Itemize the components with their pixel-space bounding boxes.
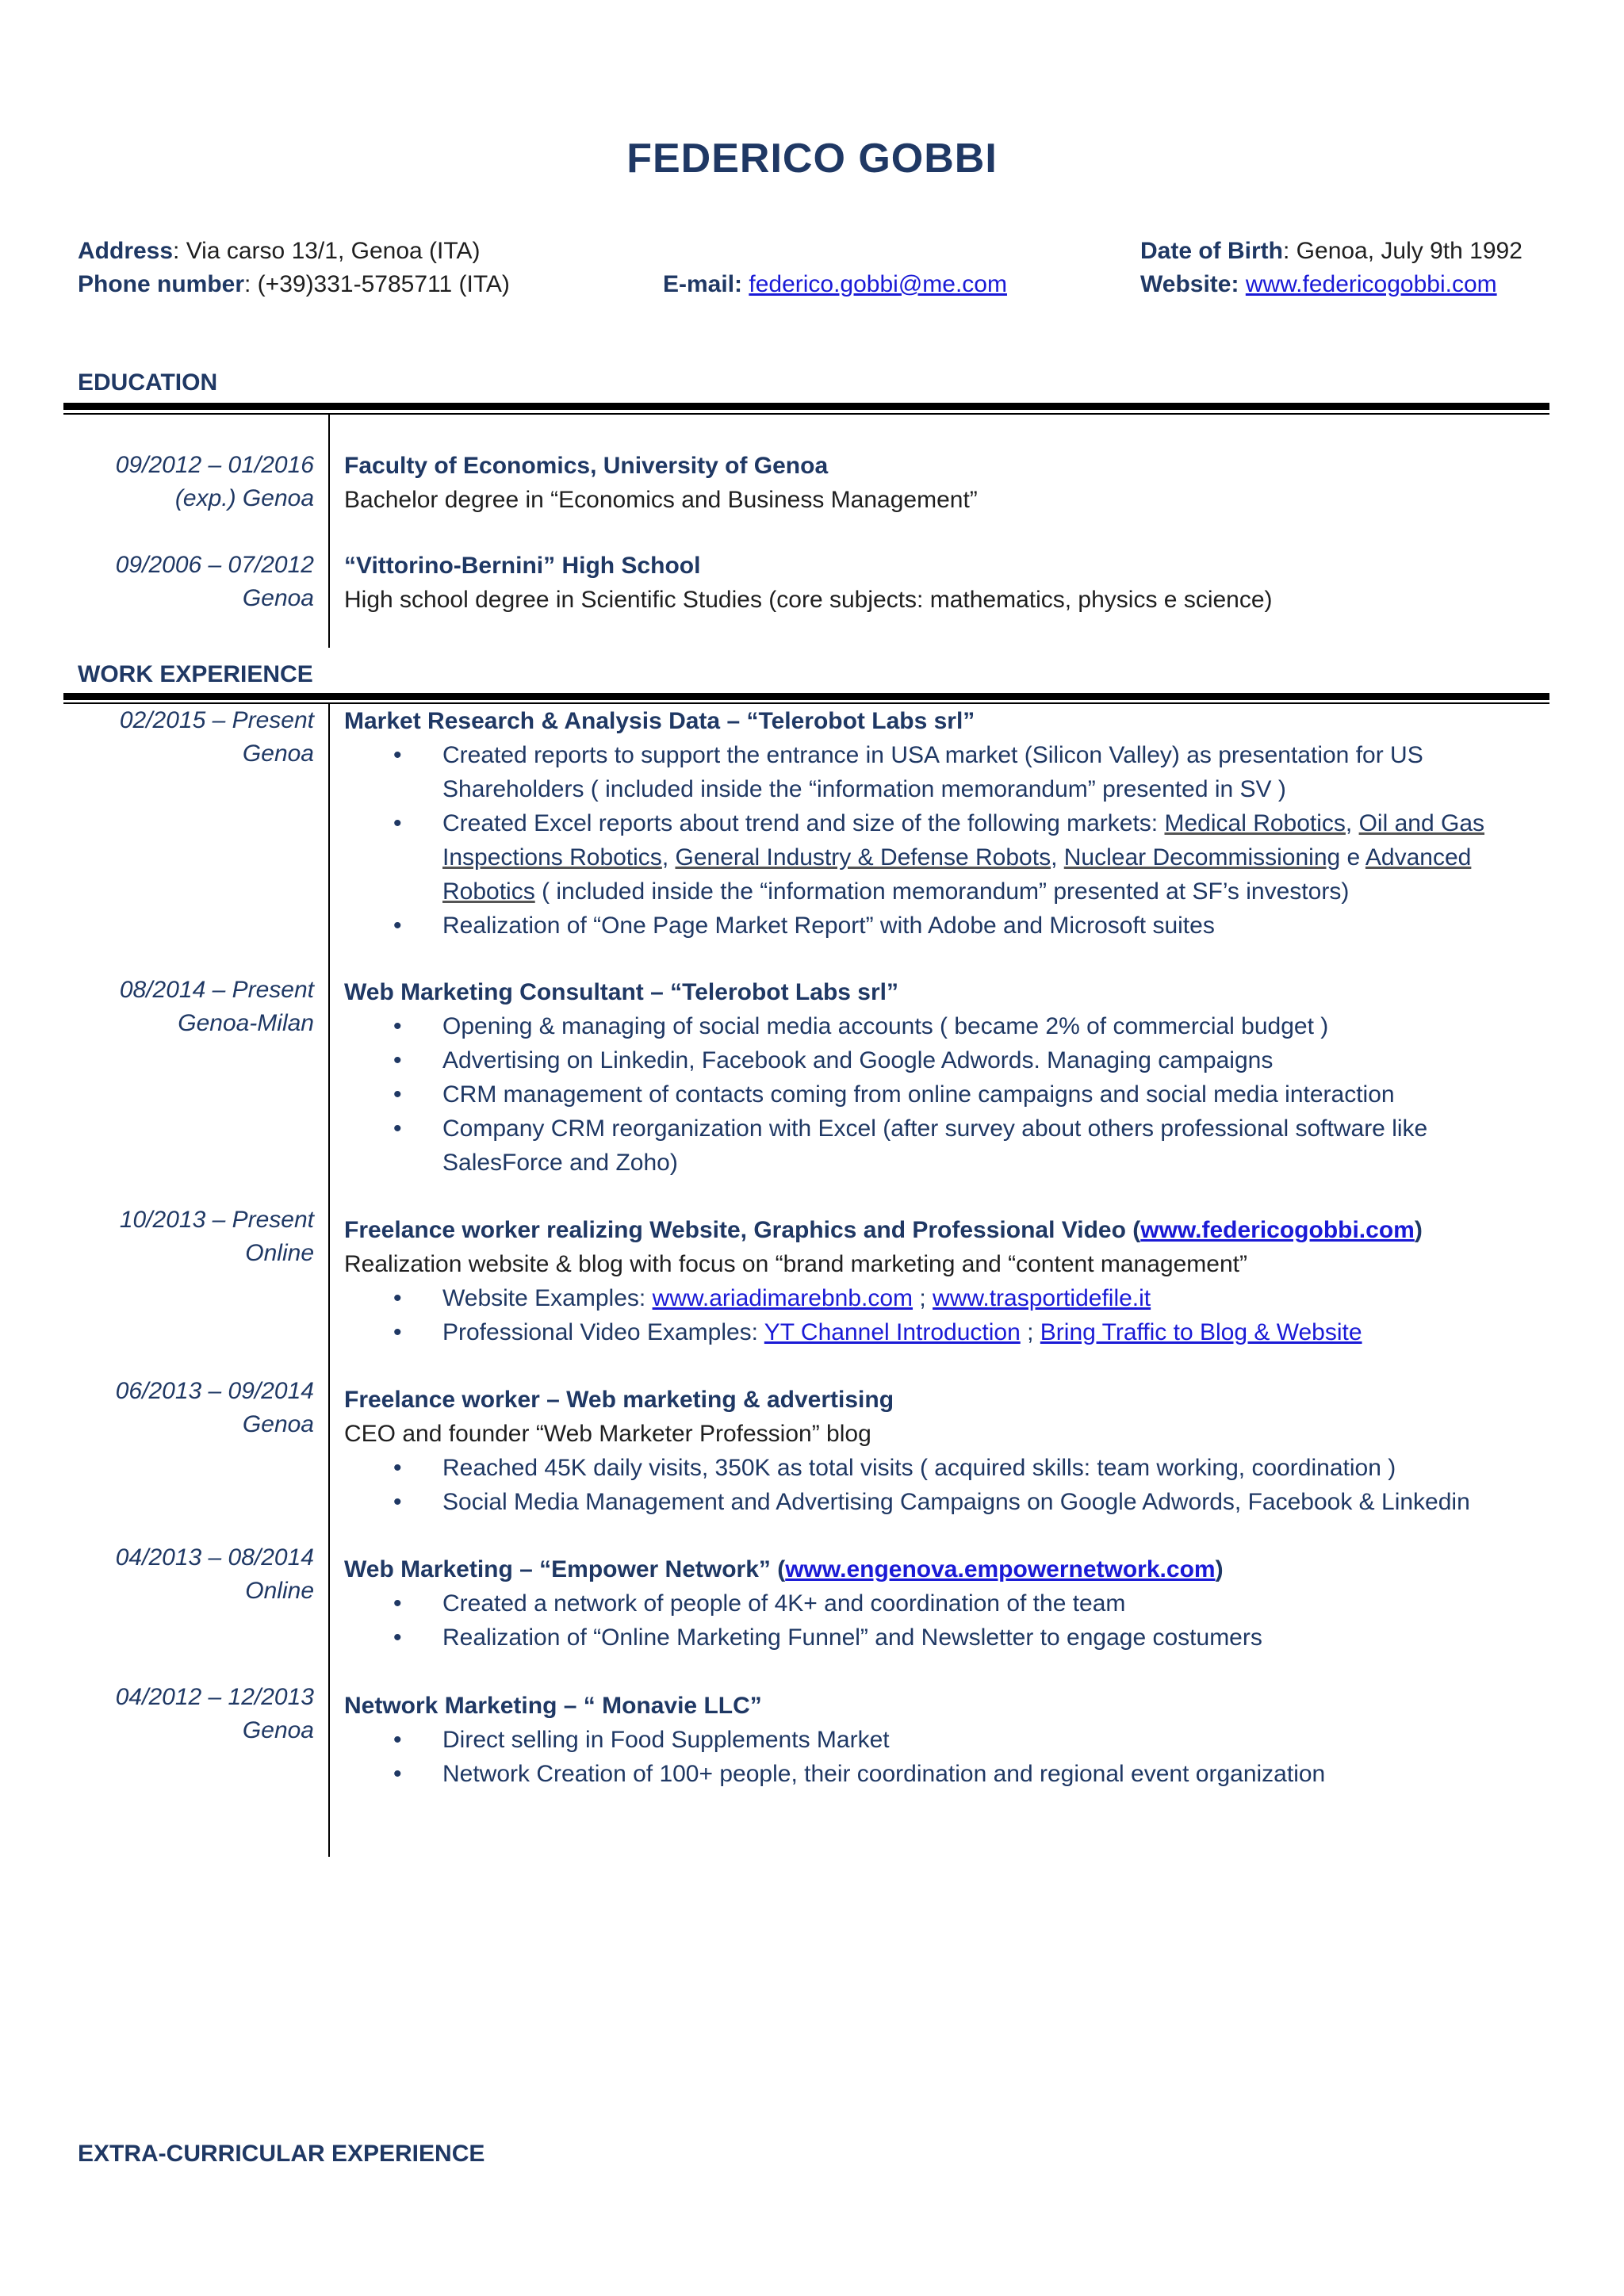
separator: , <box>1051 844 1064 871</box>
separator: e <box>1340 844 1365 871</box>
separator: ; <box>1020 1319 1040 1345</box>
date-range: 08/2014 – Present <box>119 977 314 1003</box>
email-link[interactable]: federico.gobbi@me.com <box>749 271 1007 297</box>
entry-subtitle: CEO and founder “Web Marketer Profession” blog <box>344 1421 871 1447</box>
date-place: Genoa <box>242 1717 314 1743</box>
list-item: • Opening & managing of social media accounts ( became 2% of commercial budget ) <box>344 1009 1534 1043</box>
work-date-4 <box>116 1375 314 1441</box>
website-line <box>1140 271 1497 298</box>
title-text: Web Marketing – “Empower Network” ( <box>344 1556 786 1582</box>
address-line <box>78 238 480 265</box>
work-entry-5 <box>344 1552 1534 1655</box>
link-ariadimarebnb[interactable]: www.ariadimarebnb.com <box>652 1285 914 1311</box>
bullet-text: Website Examples: <box>442 1285 653 1311</box>
education-heading: EDUCATION <box>78 369 218 396</box>
date-range: 09/2006 – 07/2012 <box>115 552 314 578</box>
link-bring-traffic[interactable]: Bring Traffic to Blog & Website <box>1040 1319 1362 1345</box>
work-date-5 <box>116 1541 314 1608</box>
separator: , <box>661 844 676 871</box>
entry-title: Market Research & Analysis Data – “Telerobot Labs srl” <box>344 708 975 734</box>
education-date-2 <box>116 549 314 615</box>
extra-curricular-heading: EXTRA-CURRICULAR EXPERIENCE <box>78 2141 485 2167</box>
separator: , <box>1345 810 1359 836</box>
work-entry-4 <box>344 1383 1534 1519</box>
entry-title <box>344 1552 1534 1586</box>
link-nuclear-decommissioning[interactable]: Nuclear Decommissioning <box>1063 844 1341 871</box>
work-entry-6 <box>344 1689 1534 1791</box>
education-date-1 <box>116 449 314 515</box>
bullet-list <box>344 1723 1534 1791</box>
title-end: ) <box>1414 1217 1423 1243</box>
entry-title: Network Marketing – “ Monavie LLC” <box>344 1693 762 1719</box>
list-item: • Advertising on Linkedin, Facebook and Google Adwords. Managing campaigns <box>344 1043 1534 1077</box>
bullet-text: Created Excel reports about trend and size of the following markets: <box>442 810 1165 836</box>
work-rule-thick <box>63 693 1549 700</box>
title-text: Freelance worker realizing Website, Graphics and Professional Video ( <box>344 1217 1141 1243</box>
work-date-1 <box>120 704 314 771</box>
phone-label: Phone number <box>78 271 245 297</box>
date-range: 09/2012 – 01/2016 <box>115 452 314 478</box>
date-place: Online <box>245 1240 314 1266</box>
date-range: 04/2013 – 08/2014 <box>115 1544 314 1571</box>
website-label: Website: <box>1140 271 1239 297</box>
list-item <box>344 806 1534 909</box>
email-label: E-mail <box>663 271 735 297</box>
date-range: 04/2012 – 12/2013 <box>115 1684 314 1710</box>
link-oil-gas-robotics[interactable]: Oil and Gas Inspections Robotics <box>442 810 1485 871</box>
dob-value: : Genoa, July 9th 1992 <box>1283 238 1522 264</box>
entry-title: “Vittorino-Bernini” High School <box>344 553 701 579</box>
email-line <box>663 271 1007 298</box>
dob-line <box>1140 238 1522 265</box>
entry-title <box>344 1213 1534 1247</box>
date-range: 02/2015 – Present <box>119 707 314 733</box>
work-entry-3 <box>344 1213 1534 1349</box>
work-divider <box>328 704 330 1857</box>
bullet-text: ( included inside the “information memorandum” presented at SF’s investors) <box>542 878 1350 905</box>
date-place: (exp.) Genoa <box>174 485 314 511</box>
entry-title: Web Marketing Consultant – “Telerobot Labs srl” <box>344 979 898 1005</box>
date-range: 10/2013 – Present <box>119 1207 314 1233</box>
bullet-text: Professional Video Examples: <box>442 1319 764 1345</box>
entry-title: Faculty of Economics, University of Genoa <box>344 453 829 479</box>
work-entry-2 <box>344 975 1534 1180</box>
date-place: Online <box>245 1578 314 1604</box>
bullet-list <box>344 1586 1534 1655</box>
work-date-3 <box>120 1203 314 1270</box>
title-empower-link[interactable]: www.engenova.empowernetwork.com <box>785 1556 1216 1582</box>
phone-value: : (+39)331-5785711 (ITA) <box>244 271 510 297</box>
list-item: • Created a network of people of 4K+ and coordination of the team <box>344 1586 1534 1621</box>
phone-line <box>78 271 510 298</box>
work-heading: WORK EXPERIENCE <box>78 661 313 687</box>
education-entry-1 <box>344 449 1534 517</box>
education-rule-thin <box>63 413 1549 415</box>
list-item: • Company CRM reorganization with Excel (after survey about others professional software like SalesForce and Zoho) <box>344 1112 1534 1180</box>
separator: ; <box>913 1285 933 1311</box>
title-website-link[interactable]: www.federicogobbi.com <box>1140 1217 1415 1243</box>
list-item <box>344 1315 1534 1349</box>
date-place: Genoa-Milan <box>178 1010 314 1036</box>
link-industry-defense-robots[interactable]: General Industry & Defense Robots <box>675 844 1051 871</box>
date-place: Genoa <box>242 740 314 767</box>
link-yt-channel[interactable]: YT Channel Introduction <box>764 1319 1021 1345</box>
entry-subtitle: High school degree in Scientific Studies (core subjects: mathematics, physics e science) <box>344 587 1273 613</box>
entry-title: Freelance worker – Web marketing & advertising <box>344 1387 894 1413</box>
candidate-name: FEDERICO GOBBI <box>626 136 998 182</box>
date-place: Genoa <box>242 1411 314 1437</box>
title-end: ) <box>1215 1556 1224 1582</box>
list-item: • Reached 45K daily visits, 350K as total visits ( acquired skills: team working, coordination ) <box>344 1451 1534 1485</box>
bullet-list <box>344 738 1534 943</box>
bullet-list <box>344 1281 1534 1349</box>
education-rule-thick <box>63 403 1549 410</box>
education-divider <box>328 415 330 648</box>
list-item: • Realization of “Online Marketing Funnel” and Newsletter to engage costumers <box>344 1621 1534 1655</box>
work-date-2 <box>120 974 314 1040</box>
list-item: • CRM management of contacts coming from online campaigns and social media interaction <box>344 1077 1534 1112</box>
date-place: Genoa <box>242 585 314 611</box>
link-trasportidefile[interactable]: www.trasportidefile.it <box>933 1285 1151 1311</box>
link-medical-robotics[interactable]: Medical Robotics <box>1164 810 1346 836</box>
work-entry-1 <box>344 704 1534 943</box>
list-item: • Direct selling in Food Supplements Market <box>344 1723 1534 1757</box>
list-item: • Created reports to support the entrance in USA market (Silicon Valley) as presentation for US Shareholders ( included inside the “information memorandum” presented in SV ) <box>344 738 1534 806</box>
list-item: • Social Media Management and Advertising Campaigns on Google Adwords, Facebook & Linkedin <box>344 1485 1534 1519</box>
date-range: 06/2013 – 09/2014 <box>115 1378 314 1404</box>
email-separator: : <box>734 271 749 297</box>
bullet-list <box>344 1009 1534 1180</box>
address-label: Address <box>78 238 174 264</box>
link-advanced-robotics[interactable]: Advanced Robotics <box>442 844 1472 905</box>
entry-subtitle: Bachelor degree in “Economics and Business Management” <box>344 487 978 513</box>
address-value: : Via carso 13/1, Genoa (ITA) <box>173 238 481 264</box>
entry-subtitle: Realization website & blog with focus on “brand marketing and “content management” <box>344 1251 1247 1277</box>
list-item <box>344 1281 1534 1315</box>
work-date-6 <box>116 1681 314 1747</box>
dob-label: Date of Birth <box>1140 238 1283 264</box>
bullet-list <box>344 1451 1534 1519</box>
website-link[interactable]: www.federicogobbi.com <box>1245 271 1497 297</box>
education-entry-2 <box>344 549 1534 617</box>
list-item: • Realization of “One Page Market Report” with Adobe and Microsoft suites <box>344 909 1534 943</box>
list-item: • Network Creation of 100+ people, their coordination and regional event organization <box>344 1757 1534 1791</box>
